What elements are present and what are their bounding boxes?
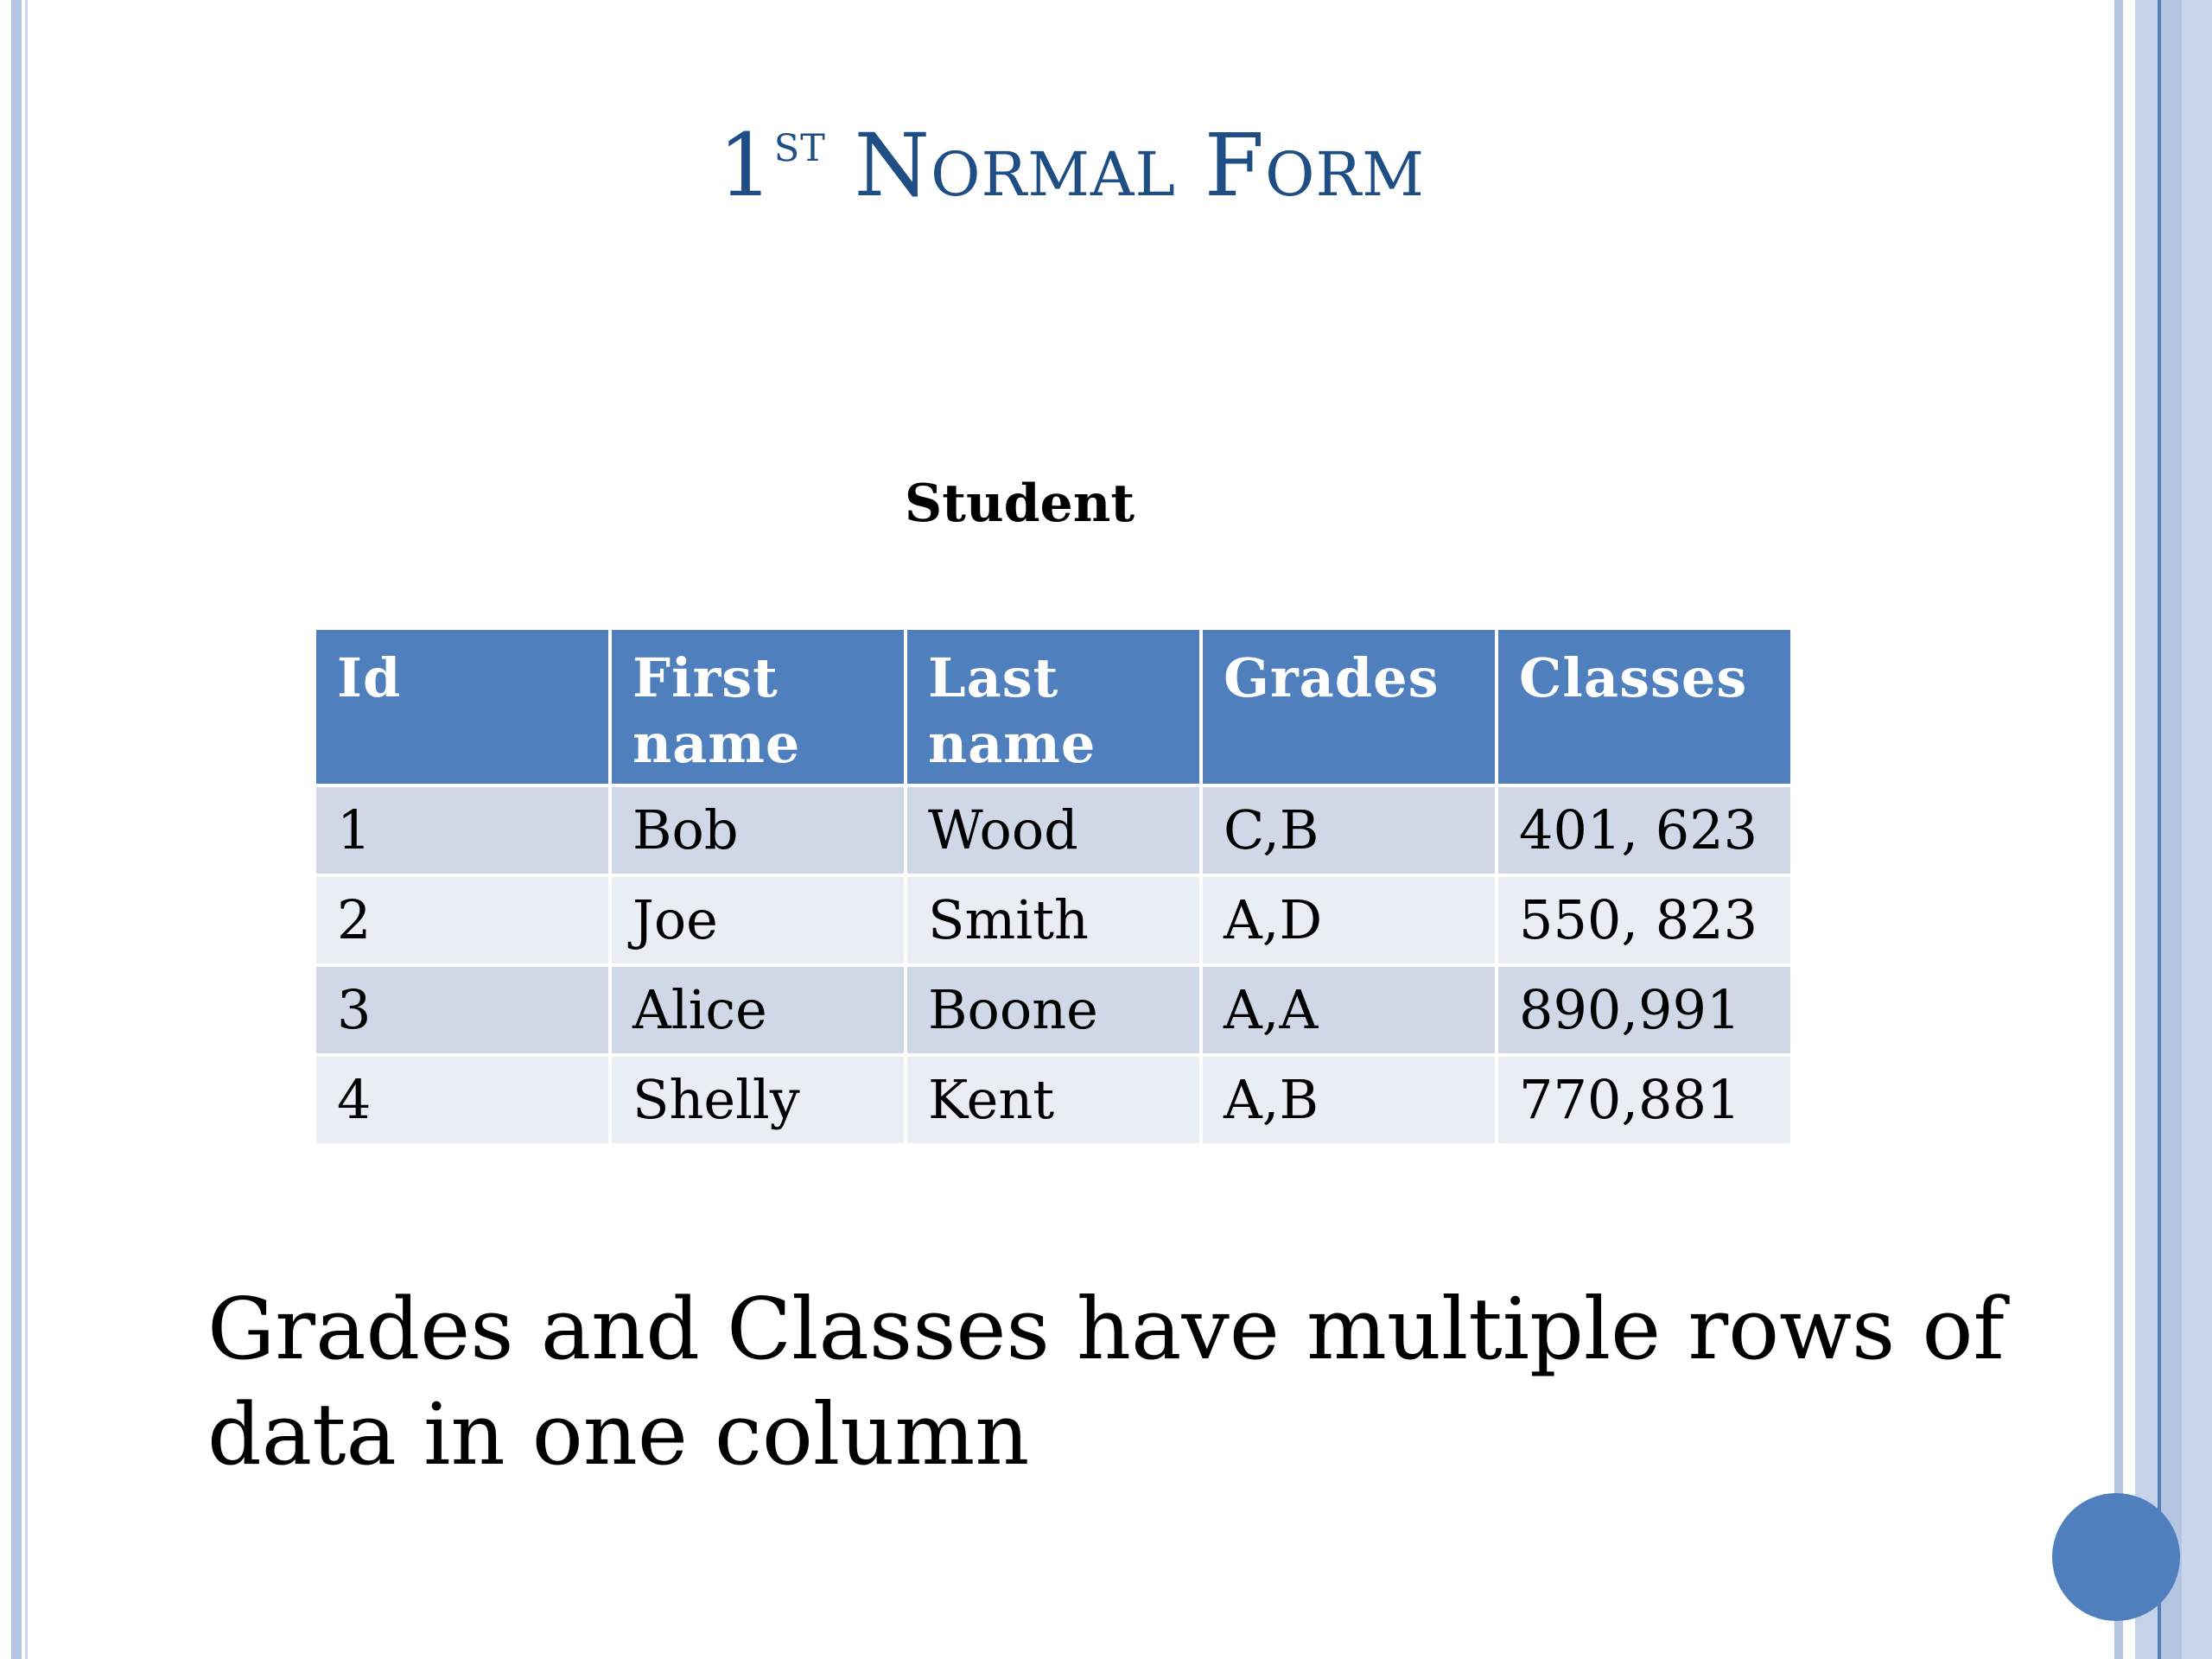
table-row	[316, 1057, 1790, 1143]
right-decor-stripe	[2182, 0, 2212, 1659]
cell-id: 2	[316, 877, 608, 963]
slide-note: Grades and Classes have multiple rows of data in one column	[207, 1281, 2005, 1484]
table-caption: Student	[904, 474, 1135, 534]
cell-grades: A,B	[1203, 1057, 1495, 1143]
cell-id: 4	[316, 1057, 608, 1143]
cell-last-name: Kent	[907, 1057, 1199, 1143]
column-header-id: Id	[316, 630, 608, 784]
cell-id: 3	[316, 967, 608, 1053]
decor-circle	[2052, 1493, 2180, 1621]
cell-grades: A,D	[1203, 877, 1495, 963]
cell-grades: C,B	[1203, 787, 1495, 874]
cell-classes: 770,881	[1498, 1057, 1790, 1143]
table-row	[316, 877, 1790, 963]
table-row	[316, 967, 1790, 1053]
left-border-line-thin	[25, 0, 28, 1659]
cell-first-name: Alice	[612, 967, 904, 1053]
column-header-classes: Classes	[1498, 630, 1790, 784]
cell-first-name: Bob	[612, 787, 904, 874]
cell-first-name: Joe	[612, 877, 904, 963]
right-decor-stripe	[2114, 0, 2123, 1659]
student-table	[313, 626, 1794, 1147]
table-header-row	[316, 630, 1790, 784]
left-border-line	[11, 0, 22, 1659]
slide-title	[0, 111, 2143, 218]
cell-last-name: Smith	[907, 877, 1199, 963]
right-decor-stripe	[2135, 0, 2158, 1659]
cell-last-name: Wood	[907, 787, 1199, 874]
cell-classes: 550, 823	[1498, 877, 1790, 963]
title-text: Normal Form	[825, 115, 1425, 216]
column-header-last-name: Last name	[907, 630, 1199, 784]
title-number: 1	[718, 115, 774, 216]
table-row	[316, 787, 1790, 874]
column-header-first-name: First name	[612, 630, 904, 784]
title-ordinal-suffix: st	[773, 111, 826, 174]
cell-classes: 401, 623	[1498, 787, 1790, 874]
cell-first-name: Shelly	[612, 1057, 904, 1143]
cell-id: 1	[316, 787, 608, 874]
cell-grades: A,A	[1203, 967, 1495, 1053]
column-header-grades: Grades	[1203, 630, 1495, 784]
cell-classes: 890,991	[1498, 967, 1790, 1053]
cell-last-name: Boone	[907, 967, 1199, 1053]
right-decor-stripe	[2161, 0, 2182, 1659]
